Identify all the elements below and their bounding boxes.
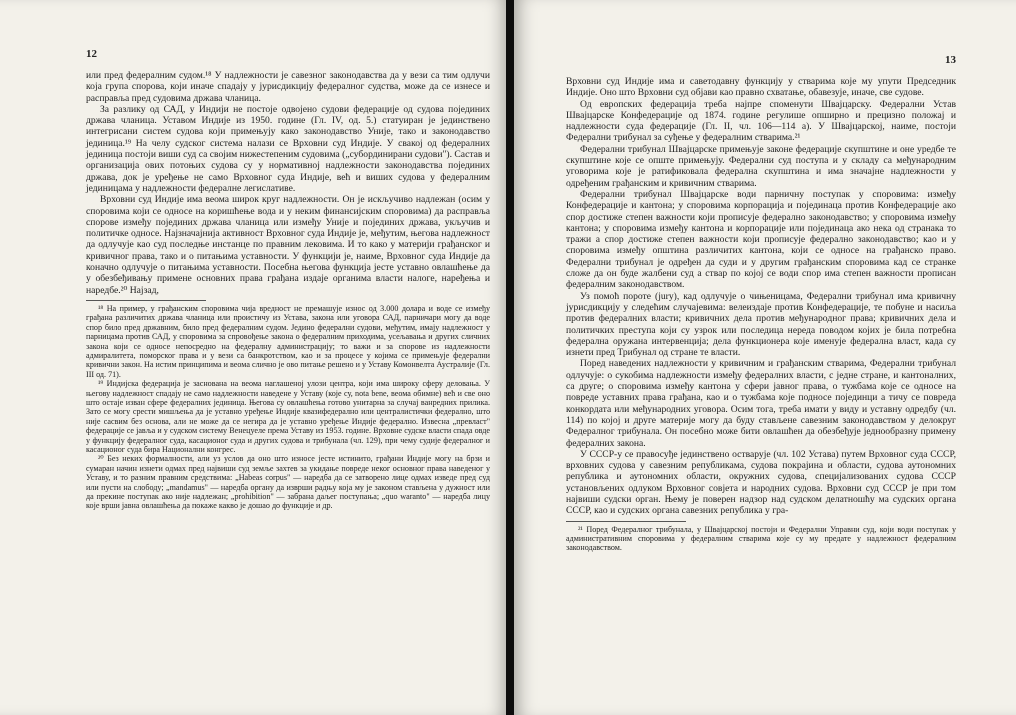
- paragraph: Уз помоћ пороте (jury), кад одлучује о чињеницама, Федерални трибунал има кривичну јурисдикцију у следећим случајевима: велеиздаје против Конфедерације, те побуне и насиља против федералних власти; кривичних дела против међународног права; кривичних дела и политичких преступа који су узрок или последица нереда поводом којих је била потребна федерална оружана интервенција; дела функционера које именује федерална власт, када су изнети пред Трибунал од стране те власти.: [566, 290, 956, 359]
- footnote: ¹⁹ Индијска федерација је заснована на веома наглашеној улози центра, који има широку сферу деловања. У његову надлежност спадају не само надлежности наведене у Уставу (које су, nota bene, веома обимне) већ и све оно што остаје изван сфере федералних јединица. Његова су овлашћења готово унитарна за случај ванредних прилика. Зато се могу срести мишљења да је уставно уређење Индије квазифедерално или централистички федерално, што није сасвим без основа, али не може да се негира да је уставно уређење Индије федерално. Извесна „превласт" федерације се јавља и у судском систему Венецуеле према Уставу из 1953. године. Врховне судске власти спада овде у функцију федералног суда, касационог суда и других судова и трибунала (чл. 129), при чему судије федералног и касационог суда бира Национални конгрес.: [86, 379, 490, 455]
- paragraph: Врховни суд Индије има веома широк круг надлежности. Он је искључиво надлежан (осим у споровима који се односе на коришћење вода и у неким финансијским споровима) да расправља спорове између појединих држава чланица или између Уније и појединих држава, укључив и политичке односе. Најзначајнија активност Врховног суда Индије је, међутим, његова надлежност да одлучује као суд последње инстанце по правним лековима. И то како у материји грађанског и кривичног права, тако и о питањима уставности. У функцији је, наиме, Врховног суда Индије да коначно одлучује о питањима уставности. Посебна његова функција јесте уставно овлашћење да у обезбеђивању примене основних права грађана издаје органима власти налоге, наређења и наредбе.²⁰ Најзад,: [86, 194, 490, 296]
- paragraph: За разлику од САД, у Индији не постоје одвојено судови федерације од судова појединих држава чланица. Уставом Индије из 1950. године (Гл. IV, од. 5.) статуиран је јединствено интегрисани систем судова који примењују како законодавство Уније, тако и законодавство јединица.¹⁹ На челу судског система налази се Врховни суд Индије. У свакој од федералних јединица постоји виши суд са својим нижестепеним судовима („субординирани судови"). Састав и организација ових потоњих судова су у нормативној надлежности законодавства појединих држава, док је уређење не само Врховног суда Индије, већ и виших судова у федералним јединицама у надлежности федералне легислативе.: [86, 103, 490, 194]
- footnote: ²⁰ Без неких формалности, али уз услов да оно што износе јесте истинито, грађани Индије могу на брзи и сумаран начин изнети одмах пред највиши суд земље захтев за укидање повреде неког основног права наведеног у Уставу, и то разним правним средствима: „Habeas corpus" — наредба да се затворено лице одмах изведе пред суд или пусти на слободу; „mandamus" — наредба органу да изврши радњу која му је законом стављена у дужност или да прекине поступак ако није надлежан; „prohibition" — забрана даљег поступања; „quo waranto" — наредба лицу које врши јавна овлашћења да покаже какво је дошао до функције и др.: [86, 454, 490, 511]
- right-page: [514, 0, 1016, 715]
- footnote: ¹⁸ На пример, у грађанским споровима чија вредност не премашује износ од 3.000 долара и воде се између грађана различитих држава чланица или проистичу из Устава, закона или уговора САД, парничари могу да воде спор било пред државним, било пред федералним судом. Једино федерални судови, међутим, имају надлежност у парницама против САД, у споровима за спровођење закона о федералним приходима, усељавања и других сличних закона који се односе непосредно на федералну администрацију; то важи и за спорове из надлежности адмиралитета, поморског права и у вези са банкротством, као и за процесе у којима се примењује федерални кривични закон. На истим принципима и веома слично је ово питање решено и у Уставу Комонвелта Аустралије (Гл. III од. 71).: [86, 303, 490, 379]
- paragraph: Федерални трибунал Швајцарске примењује законе федерације скупштине и оне уредбе те скупштине које се опште примењују. Федерални суд поступа и у складу са међународним уговорима које је ратификовала федерална скупштина и има значајне надлежности у одређеним грађанским и кривичним стварима.: [566, 143, 956, 189]
- paragraph: Врховни суд Индије има и саветодавну функцију у стварима које му упути Председник Индије. Оно што Врховни суд објави као правно схватање, обавезује, иначе, све судове.: [566, 76, 956, 99]
- page-number-right: 13: [945, 54, 956, 66]
- paragraph: У СССР-у се правосуђе јединствено остварује (чл. 102 Устава) путем Врховног суда СССР, врховних судова у савезним републикама, судова покрајина и области, судова аутономних република и аутономних области, окружних судова, специјализованих судова СССР установљених одлуком Врховног совјета и народних судова. Врховни суд СССР је при том највиши судски орган. Њему је поверен надзор над судском делатношћу ма судских органа СССР, као и судских органа савезних република у гра-: [566, 448, 956, 517]
- paragraph: Од европских федерација треба најпре споменути Швајцарску. Федерални Устав Швајцарске Конфедерације од 1874. године регулише опширно и прецизно положај и надлежности суда федерације (Гл. II, чл. 106—114 а). У Швајцарској, наиме, постоји Федерални трибунал за суђење у федералним стварима.²¹: [566, 98, 956, 144]
- paragraph: или пред федералним судом.¹⁸ У надлежности је савезног законодавства да у вези са тим одлучи која група спорова, који иначе спадају у јурисдикцију федералног судства, може да се изнесе и расправља пред судовима држава чланица.: [86, 70, 490, 104]
- footnote-divider: [86, 300, 206, 301]
- footnote: ²¹ Поред Федералног трибунала, у Швајцарској постоји и Федерални Управни суд, који води поступак у административним споровима у федералним стварима које су му предате у надлежност федералним законодавством.: [566, 524, 956, 553]
- footnote-divider: [566, 521, 686, 522]
- paragraph: Поред наведених надлежности у кривичним и грађанским стварима, Федерални трибунал одлучује: о сукобима надлежности између федералних власти, с једне стране, и кантоналних, са друге; о споровима између кантона у сфери јавног права, о тужбама које се односе на повреде уставних права грађана, као и о тужбама које подносе појединци а тичу се повреда конкордата или међународних уговора. Осим тога, треба имати у виду и уставну одредбу (чл. 114) по којој и друге материје могу да буду стављене савезним законодавством у делокруг Федералног трибунала. Он посебно може бити овлашћен да обезбеђује једнообразну примену федералних закона.: [566, 358, 956, 449]
- page-number-left: 12: [86, 48, 97, 60]
- paragraph: Федерални трибунал Швајцарске води парничну поступак у споровима: између Конфедерације и кантона; у споровима корпорација и појединаца против Конфедерације ако спор достиже степен важности који прописује федерално законодавство; у споровима између кантона; у споровима између кантона и корпорације или појединаца ако нека од странака то тражи а спор достиже степен важности који прописује федерално законодавство; као и у споровима између општина различитих кантона, који се односе на грађанско право. Федерални трибунал је одређен да суди и у другим грађанским споровима кад се странке сложе да он буде жалбени суд а ствар по којој се води спор има степен важности прописан федералним законодавством.: [566, 188, 956, 291]
